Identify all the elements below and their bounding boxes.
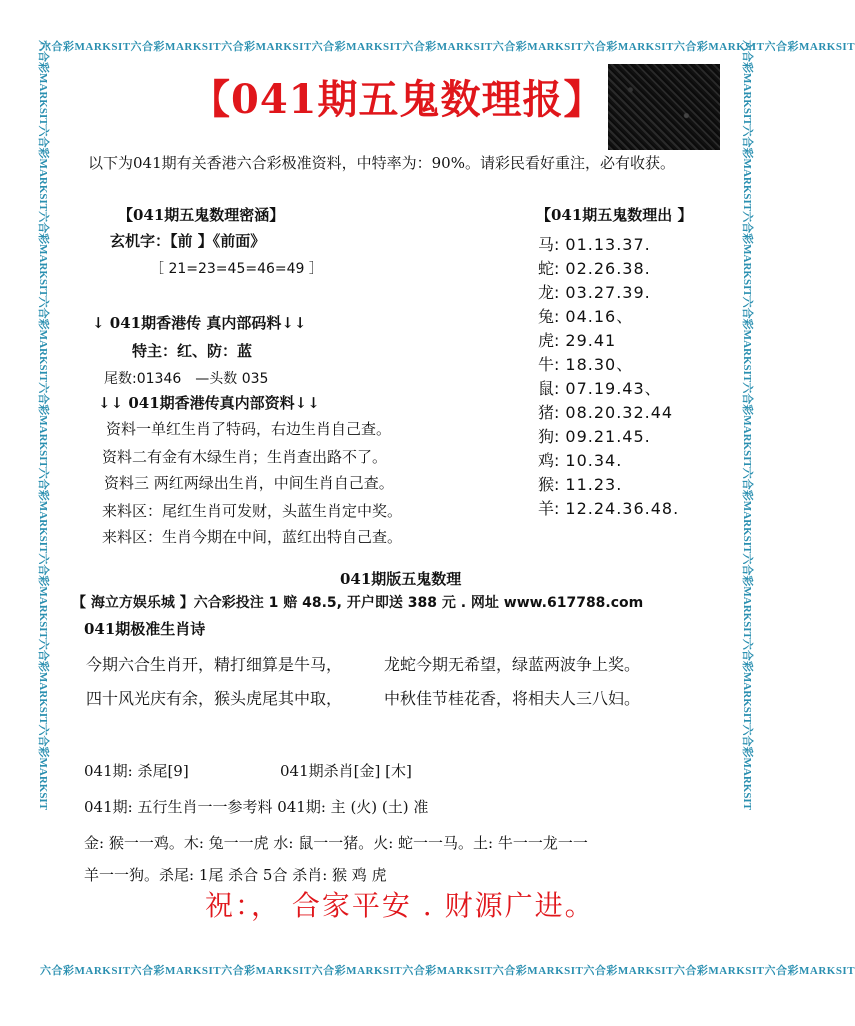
zodiac-row (538, 424, 651, 447)
subtitle: 041期版五鬼数理 (340, 570, 462, 588)
data-item: 来料区：尾红生肖可发财，头蓝生肖定中奖。 (102, 502, 403, 520)
left-heading: 【041期五鬼数理密涵】 (118, 206, 285, 224)
data-item: 资料三 两红两绿出生肖，中间生肖自己查。 (104, 474, 394, 492)
kill-tail: 041期: 杀尾[9] (84, 762, 189, 780)
zodiac-row (538, 376, 662, 399)
zodiac-numbers: 04.16、 (565, 307, 634, 326)
zodiac-row (538, 304, 633, 327)
zodiac-row (538, 256, 651, 279)
zodiac-animal: 鸡: (538, 451, 560, 470)
zodiac-row (538, 352, 633, 375)
five-elements: 041期: 五行生肖一一参考料 041期: 主 (火) (土) 准 (84, 798, 429, 816)
zodiac-numbers: 10.34. (565, 451, 623, 470)
section-internal-data: ↓↓ 041期香港传真内部资料↓↓ (98, 394, 320, 412)
frame-border-left (36, 40, 52, 970)
page-title: 【041期五鬼数理报】 (190, 76, 605, 123)
zodiac-animal: 鼠: (538, 379, 560, 398)
zodiac-numbers: 29.41 (565, 331, 617, 350)
qr-code-image (608, 64, 720, 150)
poem-line: 四十风光庆有余，猴头虎尾其中取， (86, 689, 343, 708)
elements-line-1: 金: 猴一一鸡。木: 兔一一虎 水: 鼠一一猪。火: 蛇一一马。土: 牛一一龙一一 (84, 834, 588, 852)
zodiac-animal: 蛇: (538, 259, 560, 278)
zodiac-animal: 虎: (538, 331, 560, 350)
frame-border-bottom: 六合彩MARKSIT六合彩MARKSIT六合彩MARKSIT六合彩MARKSIT六合彩MARKSIT六合彩MARKSIT六合彩MARKSIT六合彩MARKSIT六合彩MARKSIT (40, 965, 855, 977)
tail-head-numbers: 尾数:01346 —头数 035 (104, 371, 269, 387)
zodiac-row (538, 280, 651, 303)
zodiac-numbers: 09.21.45. (565, 427, 651, 446)
poem-heading: 041期极准生肖诗 (84, 620, 206, 638)
zodiac-numbers: 02.26.38. (565, 259, 651, 278)
frame-border-right (740, 40, 756, 970)
intro-text: 以下为041期有关香港六合彩极准资料，中特率为：90%。请彩民看好重注，必有收获。 (88, 154, 675, 172)
zodiac-animal: 猪: (538, 403, 560, 422)
data-item: 资料二有金有木绿生肖；生肖查出路不了。 (102, 448, 388, 466)
ad-banner: 【 海立方娱乐城 】六合彩投注 1 赔 48.5, 开户即送 388 元 . 网址 www.617788.com (72, 595, 644, 611)
zodiac-animal: 兔: (538, 307, 560, 326)
kill-zodiac: 041期杀肖[金] [木] (280, 762, 412, 780)
zodiac-numbers: 01.13.37. (565, 235, 651, 254)
blessing: 祝：， 合家平安 . 财源广进。 (205, 889, 595, 922)
poem-line: 今期六合生肖开，精打细算是牛马， (86, 655, 343, 674)
zodiac-animal: 龙: (538, 283, 560, 302)
zodiac-numbers: 07.19.43、 (565, 379, 662, 398)
zodiac-row (538, 400, 673, 423)
frame-right-text: 六合彩MARKSIT六合彩MARKSIT六合彩MARKSIT六合彩MARKSIT六合彩MARKSIT六合彩MARKSIT六合彩MARKSIT六合彩MARKSIT六合彩MARKSIT (741, 40, 753, 811)
special-color: 特主：红、防：蓝 (132, 342, 253, 360)
zodiac-numbers: 08.20.32.44 (565, 403, 674, 422)
zodiac-numbers: 12.24.36.48. (565, 499, 680, 518)
section-internal-codes: ↓ 041期香港传 真内部码料↓↓ (92, 314, 307, 332)
zodiac-animal: 羊: (538, 499, 560, 518)
frame-border-top: 六合彩MARKSIT六合彩MARKSIT六合彩MARKSIT六合彩MARKSIT六合彩MARKSIT六合彩MARKSIT六合彩MARKSIT六合彩MARKSIT六合彩MARKSIT (40, 41, 855, 53)
riddle-numbers: ［ 21=23=45=46=49 ］ (150, 261, 323, 277)
right-heading: 【041期五鬼数理出 】 (536, 206, 693, 224)
zodiac-numbers: 03.27.39. (565, 283, 651, 302)
zodiac-row (538, 328, 616, 351)
data-item: 资料一单红生肖了特码，右边生肖自己查。 (106, 420, 392, 438)
data-item: 来料区：生肖今期在中间，蓝红出特自己查。 (102, 528, 403, 546)
zodiac-animal: 牛: (538, 355, 560, 374)
zodiac-row (538, 448, 622, 471)
zodiac-row (538, 472, 622, 495)
zodiac-animal: 马: (538, 235, 560, 254)
zodiac-numbers: 11.23. (565, 475, 623, 494)
zodiac-row (538, 232, 651, 255)
poem-line: 龙蛇今期无希望，绿蓝两波争上奖。 (384, 655, 641, 674)
frame-left-text: 六合彩MARKSIT六合彩MARKSIT六合彩MARKSIT六合彩MARKSIT六合彩MARKSIT六合彩MARKSIT六合彩MARKSIT六合彩MARKSIT六合彩MARKSIT (37, 40, 49, 811)
zodiac-animal: 狗: (538, 427, 560, 446)
zodiac-animal: 猴: (538, 475, 560, 494)
poem-line: 中秋佳节桂花香，将相夫人三八妇。 (384, 689, 641, 708)
zodiac-row (538, 496, 679, 519)
zodiac-numbers: 18.30、 (565, 355, 634, 374)
elements-line-2: 羊一一狗。杀尾: 1尾 杀合 5合 杀肖: 猴 鸡 虎 (84, 866, 387, 884)
riddle: 玄机字：【前 】《前面》 (110, 232, 266, 250)
